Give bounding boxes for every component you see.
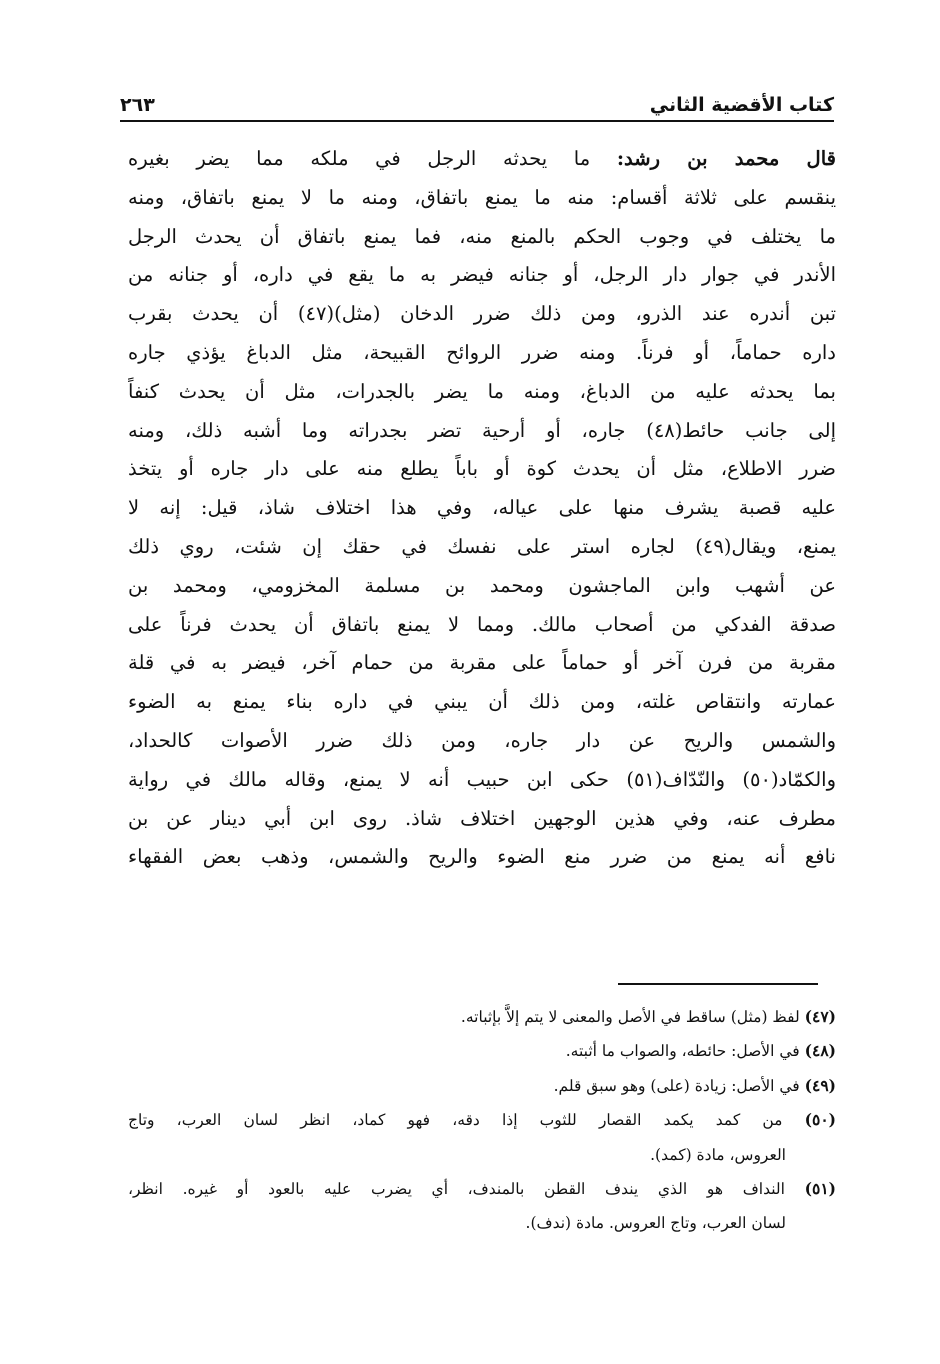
text-line: إلى جانب حائط(٤٨) جاره، أو أرحية تضر بجدراته وما أشبه ذلك، ومنه	[128, 418, 836, 442]
text-line	[128, 140, 836, 179]
book-title: كتاب الأقضية الثاني	[649, 94, 834, 116]
footnote-number: (٤٧)	[804, 1007, 836, 1026]
text-line: والشمس والريح عن دار جاره، ومن ذلك ضرر الأصوات كالحداد،	[128, 728, 836, 752]
footnote-text: من كمد يكمد القصار للثوب إذا دقه، فهو كماد، انظر لسان العرب، وتاج	[128, 1111, 783, 1130]
text-line: عليه قصبة يشرف منها على عياله، وفي هذا اختلاف شاذ، قيل: إنه لا	[128, 496, 836, 520]
text-line: مطرف عنه، وفي هذين الوجهين اختلاف شاذ. روى ابن أبي دينار عن بن	[128, 806, 836, 830]
footnote-number: (٥٠)	[804, 1110, 836, 1130]
text-line: بما يحدثه عليه من الدباغ، ومنه ما يضر بالجدرات، مثل أن يحدث كنفاً	[128, 379, 836, 403]
footnote	[128, 1172, 836, 1241]
footnote-number: (٤٨)	[804, 1041, 836, 1061]
page-number: ٢٦٣	[120, 94, 155, 116]
footnote	[128, 1069, 836, 1103]
footnote	[128, 1000, 836, 1034]
main-text	[128, 140, 836, 877]
text-line: تبن أندره عند الذرو، ومن ذلك ضرر الدخان (مثل)(٤٧) أن يحدث بقرب	[128, 302, 836, 326]
footnote-text: في الأصل: زيادة (على) وهو سبق قلم.	[553, 1076, 800, 1095]
text-line: والكمّاد(٥٠) والنّدّاف(٥١) حكى ابن حبيب أنه لا يمنع، وقاله مالك في رواية	[128, 767, 836, 791]
text-line: ما يختلف في وجوب الحكم بالمنع منه، فما يمنع باتفاق أن يحدث الرجل	[128, 224, 836, 248]
text-line: الأندر في جوار دار الرجل، أو جنانه فيضر به ما يقع في داره، أو جنانه من	[128, 263, 836, 287]
text-line: مقربة من فرن آخر أو حماماً على مقربة من حمام آخر، فيضر به في قلة	[128, 651, 836, 675]
speaker-heading: قال محمد بن رشد:	[616, 147, 836, 170]
footnote	[128, 1103, 836, 1172]
footnote-number: (٤٩)	[804, 1075, 836, 1095]
text-line-rest: ما يحدثه الرجل في ملكه مما يضر بغيره	[128, 147, 591, 170]
footnote-text: العروس، مادة (كمد).	[650, 1145, 786, 1164]
footnote-text: النداف هو الذي يندف القطن بالمندف، أي يضرب عليه بالعود أو غيره. انظر،	[128, 1179, 785, 1198]
text-line: نافع أنه يمنع من ضرر منع الضوء والريح والشمس، وذهب بعض الفقهاء	[128, 845, 836, 869]
footnote-separator	[618, 983, 818, 985]
footnote-number: (٥١)	[804, 1178, 836, 1198]
text-line: يمنع، ويقال(٤٩) لجاره استر على نفسك في حقك إن شئت، روي ذلك	[128, 534, 836, 558]
text-line: عن أشهب وابن الماجشون ومحمد بن مسلمة المخزومي، ومحمد بن	[128, 573, 836, 597]
footnote-text: لفظ (مثل) ساقط في الأصل والمعنى لا يتم إلاَّ بإثباته.	[460, 1008, 800, 1026]
text-line: صدقة الفدكي من أصحاب مالك. ومما لا يمنع باتفاق أن يحدث فرناً على	[128, 612, 836, 636]
footnote	[128, 1034, 836, 1068]
text-line: عمارته وانتقاص غلته، ومن ذلك أن يبني في داره بناء يمنع به الضوء	[128, 690, 836, 714]
footnote-text: لسان العرب، وتاج العروس. مادة (ندف).	[525, 1214, 786, 1233]
text-line: ضرر الاطلاع، مثل أن يحدث كوة أو باباً يطلع منه على دار جاره أو يتخذ	[128, 457, 836, 481]
running-header	[120, 78, 834, 122]
footnote-text: في الأصل: حائطه، والصواب ما أثبته.	[565, 1042, 800, 1061]
footnotes	[128, 1000, 836, 1241]
text-line: داره حماماً، أو فرناً. ومنه ضرر الروائح القبيحة، مثل الدباغ يؤذي جاره	[128, 340, 836, 364]
text-line: ينقسم على ثلاثة أقسام: منه ما يمنع باتفاق، ومنه ما لا يمنع باتفاق، ومنه	[128, 185, 836, 209]
